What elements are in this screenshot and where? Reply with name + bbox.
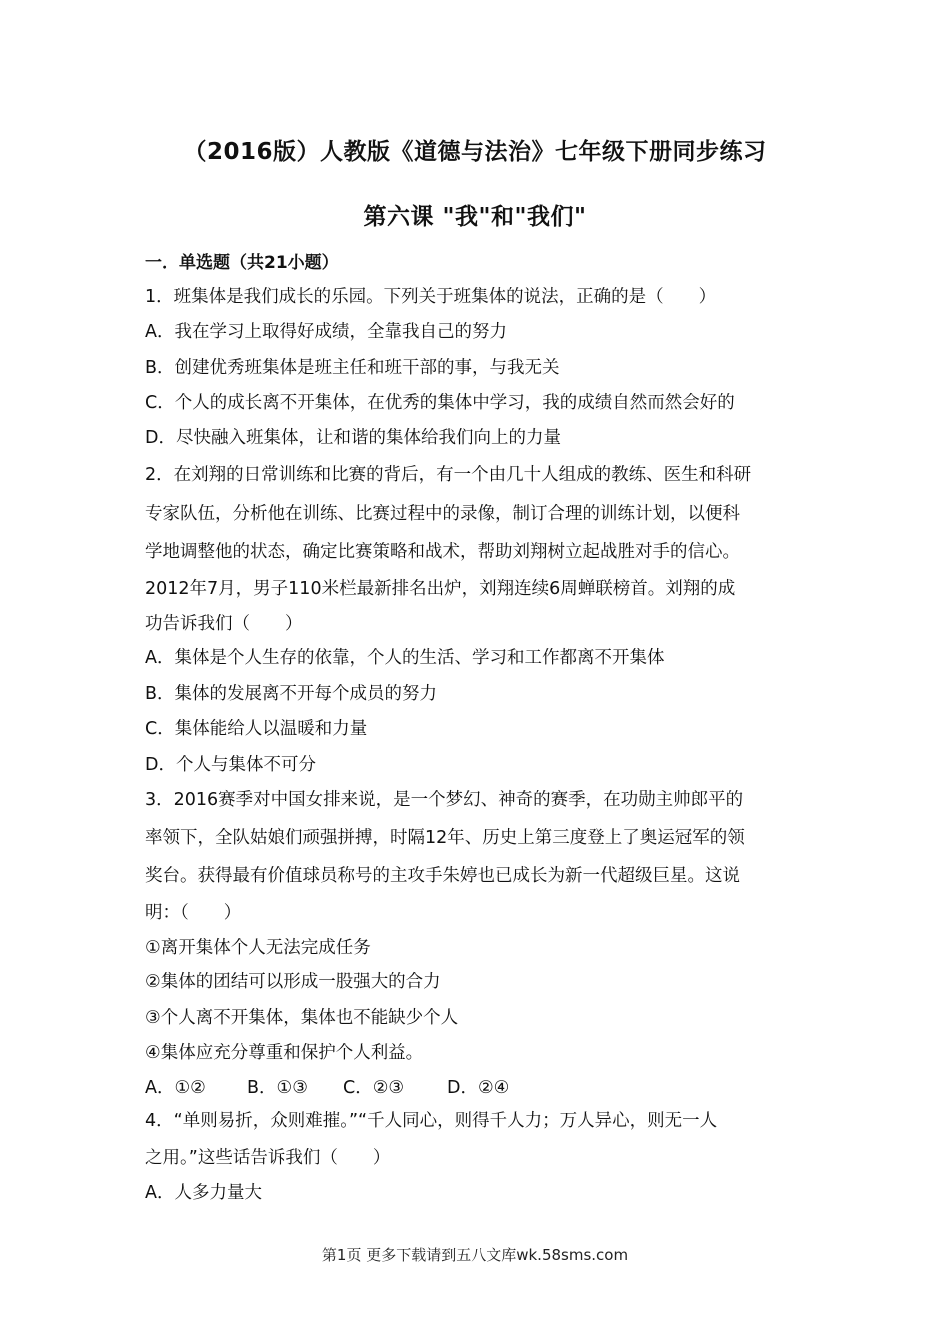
text-line: 功告诉我们（ ）	[145, 614, 303, 634]
text-line: 奖台。获得最有价值球员称号的主攻手朱婷也已成长为新一代超级巨星。这说	[145, 866, 740, 886]
text-line: 2．在刘翔的日常训练和比赛的背后，有一个由几十人组成的教练、医生和科研	[145, 465, 752, 485]
page-footer: 第1页 更多下载请到五八文库wk.58sms.com	[321, 1246, 629, 1264]
text-line: A．我在学习上取得好成绩，全靠我自己的努力	[145, 322, 507, 342]
text-line: 之用。”这些话告诉我们（ ）	[145, 1148, 391, 1168]
q3-options	[145, 1076, 825, 1100]
text-line: ③个人离不开集体，集体也不能缺少个人	[145, 1008, 459, 1028]
text-line: A．人多力量大	[145, 1183, 262, 1203]
text-line: 率领下，全队姑娘们顽强拼搏，时隔12年、历史上第三度登上了奥运冠军的领	[145, 828, 745, 848]
text-line: 专家队伍，分析他在训练、比赛过程中的录像，制订合理的训练计划，以便科	[145, 504, 740, 524]
text-line: A．集体是个人生存的依靠，个人的生活、学习和工作都离不开集体	[145, 648, 665, 668]
section-heading: 一．单选题（共21小题）	[145, 253, 339, 273]
text-line: D．个人与集体不可分	[145, 755, 316, 775]
text-line: 2012年7月，男子110米栏最新排名出炉，刘翔连续6周蝉联榜首。刘翔的成	[145, 579, 736, 599]
text-line: 4．“单则易折，众则难摧。”“千人同心，则得千人力；万人异心，则无一人	[145, 1111, 718, 1131]
text-line: 学地调整他的状态，确定比赛策略和战术，帮助刘翔树立起战胜对手的信心。	[145, 542, 740, 562]
lesson-subtitle: 第六课 "我"和"我们"	[363, 204, 587, 230]
text-line: 1．班集体是我们成长的乐园。下列关于班集体的说法，正确的是（ ）	[145, 287, 717, 307]
option-b: B．①③	[247, 1078, 308, 1098]
text-line: B．创建优秀班集体是班主任和班干部的事，与我无关	[145, 358, 560, 378]
option-a: A．①②	[145, 1078, 206, 1098]
text-line: ①离开集体个人无法完成任务	[145, 938, 371, 958]
text-line: ②集体的团结可以形成一股强大的合力	[145, 972, 441, 992]
document-title: （2016版）人教版《道德与法治》七年级下册同步练习	[183, 139, 767, 165]
text-line: C．个人的成长离不开集体，在优秀的集体中学习，我的成绩自然而然会好的	[145, 393, 735, 413]
text-line: 3．2016赛季对中国女排来说，是一个梦幻、神奇的赛季，在功勋主帅郎平的	[145, 790, 744, 810]
option-c: C．②③	[343, 1078, 405, 1098]
text-line: B．集体的发展离不开每个成员的努力	[145, 684, 438, 704]
text-line: C．集体能给人以温暖和力量	[145, 719, 368, 739]
option-d: D．②④	[447, 1078, 510, 1098]
text-line: ④集体应充分尊重和保护个人利益。	[145, 1043, 424, 1063]
text-line: 明：（ ）	[145, 903, 242, 923]
text-line: D．尽快融入班集体，让和谐的集体给我们向上的力量	[145, 428, 561, 448]
